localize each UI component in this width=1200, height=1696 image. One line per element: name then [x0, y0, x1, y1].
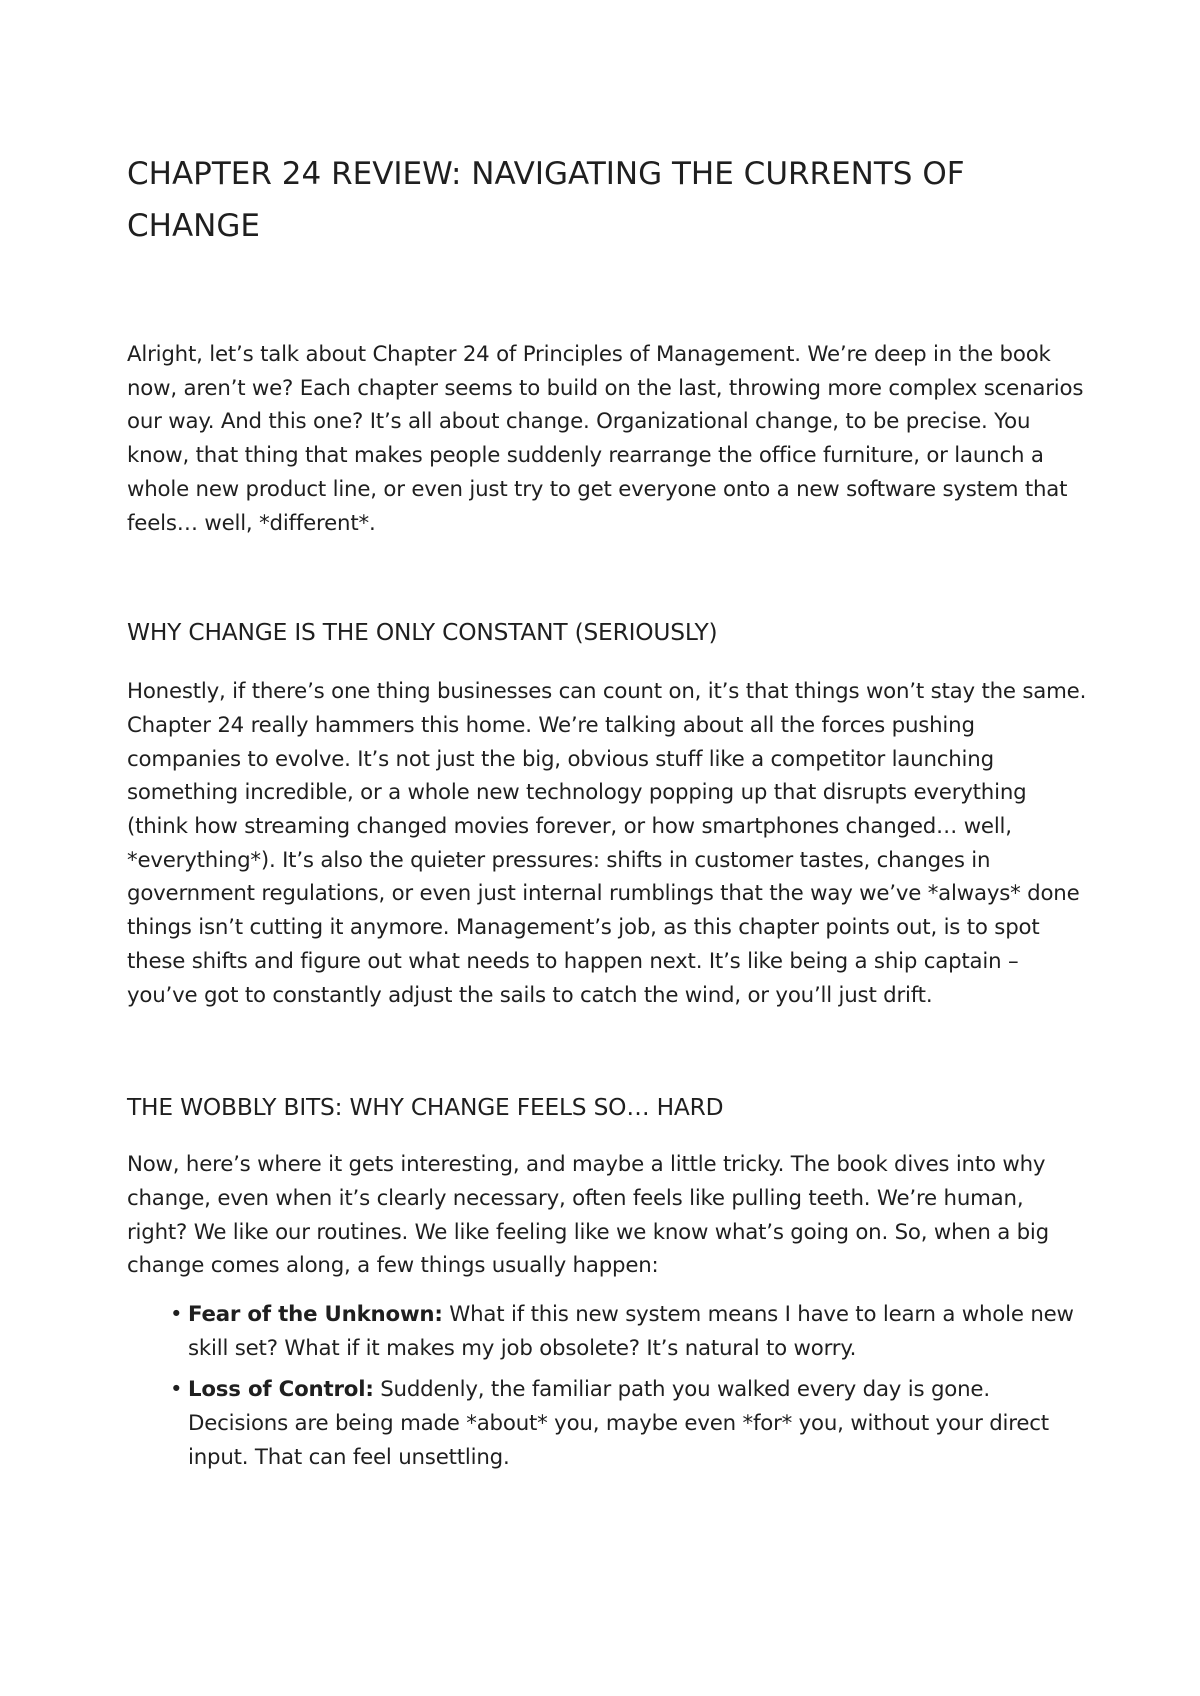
list-item-label: Loss of Control: — [188, 1377, 374, 1403]
page-title: CHAPTER 24 REVIEW: NAVIGATING THE CURRENTS OF CHANGE — [127, 156, 965, 244]
document-page — [127, 148, 1087, 1483]
bullet-list — [127, 1298, 1087, 1475]
list-item-text: What if this new system means I have to learn a whole new skill set? What if it makes my job obsolete? It’s natural to worry. — [188, 1302, 1074, 1361]
list-item-fear-of-unknown — [127, 1298, 1087, 1365]
bullet-icon: • — [170, 1377, 183, 1403]
list-item-text: Suddenly, the familiar path you walked every day is gone. Decisions are being made *about* you, maybe even *for* you, without your direct input. That can feel unsettling. — [188, 1377, 1049, 1470]
section-heading-wobbly-bits: THE WOBBLY BITS: WHY CHANGE FEELS SO… HARD — [127, 1094, 724, 1122]
section-heading-why-change: WHY CHANGE IS THE ONLY CONSTANT (SERIOUSLY) — [127, 619, 718, 647]
list-item-loss-of-control — [127, 1373, 1087, 1474]
intro-paragraph: Alright, let’s talk about Chapter 24 of Principles of Management. We’re deep in the book now, aren’t we? Each chapter seems to build on the last, throwing more complex scenarios our way. And this one? It’s all about change. Organizational change, to be precise. You know, that thing that makes people suddenly rearrange the office furniture, or launch a whole new product line, or even just try to get everyone onto a new software system that feels… well, *different*. — [127, 342, 1084, 536]
list-item-label: Fear of the Unknown: — [188, 1302, 443, 1328]
bullet-icon: • — [170, 1302, 183, 1328]
section-paragraph-wobbly-bits: Now, here’s where it gets interesting, and maybe a little tricky. The book dives into why change, even when it’s clearly necessary, often feels like pulling teeth. We’re human, right? We like our routines. We like feeling like we know what’s going on. So, when a big change comes along, a few things usually happen: — [127, 1152, 1049, 1279]
section-paragraph-why-change: Honestly, if there’s one thing businesses can count on, it’s that things won’t stay the same. Chapter 24 really hammers this home. We’re talking about all the forces pushing companies to evolve. It’s not just the big, obvious stuff like a competitor launching something incredible, or a whole new technology popping up that disrupts everything (think how streaming changed movies forever, or how smartphones changed… well, *everything*). It’s also the quieter pressures: shifts in customer tastes, changes in government regulations, or even just internal rumblings that the way we’ve *always* done things isn’t cutting it anymore. Management’s job, as this chapter points out, is to spot these shifts and figure out what needs to happen next. It’s like being a ship captain – you’ve got to constantly adjust the sails to catch the wind, or you’ll just drift. — [127, 679, 1087, 1008]
